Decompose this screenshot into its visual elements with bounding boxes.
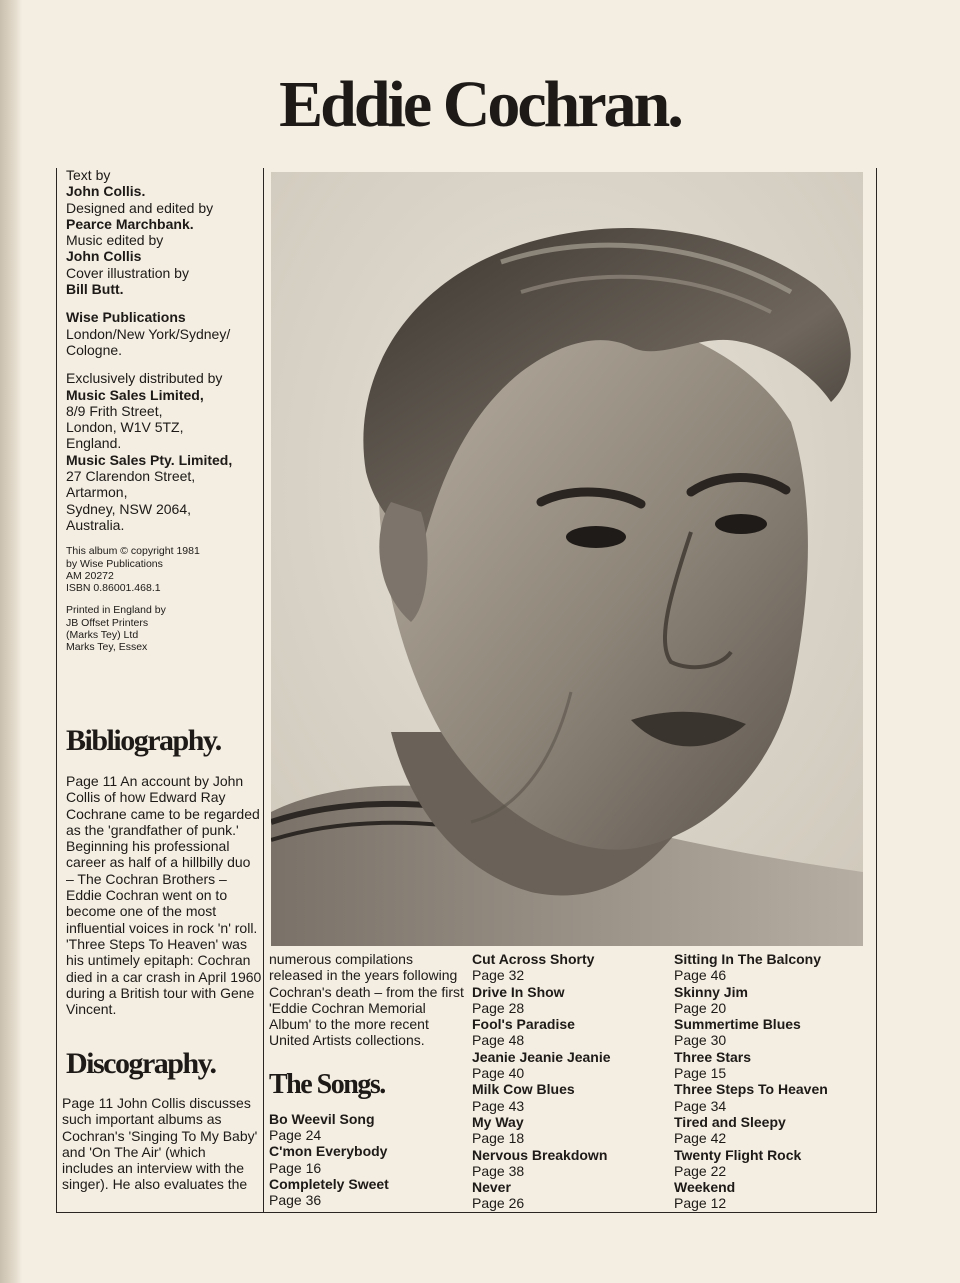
copyright-line: This album © copyright 1981: [66, 545, 200, 558]
song-title: Never: [472, 1179, 511, 1196]
distributor-name: Music Sales Pty. Limited,: [66, 451, 233, 468]
address-line: 27 Clarendon Street,: [66, 468, 196, 485]
song-page: Page 26: [472, 1195, 525, 1212]
credit-label: Cover illustration by: [66, 264, 189, 281]
song-title: Sitting In The Balcony: [674, 951, 822, 967]
portrait-illustration: [271, 172, 863, 946]
discography-heading: Discography.: [66, 1047, 216, 1080]
song-page: Page 30: [674, 1032, 727, 1049]
song-title: Twenty Flight Rock: [674, 1146, 802, 1163]
songs-column-3: [674, 951, 874, 1212]
page-binding-shadow: [0, 0, 22, 1283]
distributor-name: Music Sales Limited,: [66, 386, 204, 403]
frame-rule-left: [56, 168, 57, 1213]
song-title: Bo Weevil Song: [269, 1110, 375, 1127]
songs-heading: The Songs.: [269, 1068, 385, 1100]
frame-rule-middle: [263, 168, 264, 1213]
address-line: England.: [66, 435, 122, 452]
song-page: Page 46: [674, 967, 727, 984]
songs-column-2: [472, 951, 668, 1212]
credit-designer: Pearce Marchbank.: [66, 215, 194, 232]
song-page: Page 16: [269, 1159, 322, 1176]
song-title: Summertime Blues: [674, 1016, 801, 1033]
address-line: Sydney, NSW 2064,: [66, 500, 192, 517]
discography-text: Page 11 John Collis discusses such important albums as Cochran's 'Singing To My Baby' and 'On The Air' (which includes an interview with the singer). He also evaluates the: [62, 1095, 258, 1193]
bibliography-heading: Bibliography.: [66, 724, 221, 757]
frame-rule-bottom: [56, 1212, 877, 1213]
credit-label: Designed and edited by: [66, 199, 214, 216]
song-page: Page 24: [269, 1127, 322, 1144]
song-page: Page 20: [674, 999, 727, 1016]
credit-music-editor: John Collis: [66, 248, 142, 265]
song-page: Page 28: [472, 999, 525, 1016]
credit-label: Music edited by: [66, 232, 164, 249]
discography-text-continued: numerous compilations released in the years following Cochran's death – from the first 'Eddie Cochran Memorial Album' to the more recent United Artists collections.: [269, 951, 464, 1049]
printer-line: Marks Tey, Essex: [66, 641, 148, 654]
song-page: Page 34: [674, 1097, 727, 1114]
bibliography-text: Page 11 An account by John Collis of how Edward Ray Cochrane came to be regarded as the 'grandfather of punk.' Beginning his professional career as half of a hillbilly duo – The Cochran Brothers – Eddie Cochran went on to become one of the most influential voices in rock 'n' roll. 'Three Steps To Heaven' was his untimely epitaph: Cochran died in a car crash in April 1960 during a British tour with Gene Vincent.: [66, 773, 262, 1018]
song-title: Weekend: [674, 1179, 736, 1196]
song-title: Skinny Jim: [674, 983, 748, 1000]
portrait-photo: [271, 172, 863, 946]
song-page: Page 42: [674, 1130, 727, 1147]
printer-line: JB Offset Printers: [66, 616, 149, 629]
song-page: Page 15: [674, 1065, 727, 1082]
credit-label: Text by: [66, 167, 111, 183]
distribution-label: Exclusively distributed by: [66, 370, 223, 387]
address-line: Australia.: [66, 516, 125, 533]
isbn: ISBN 0.86001.468.1: [66, 582, 161, 595]
song-title: Fool's Paradise: [472, 1016, 575, 1033]
song-title: Tired and Sleepy: [674, 1113, 786, 1130]
copyright-line: by Wise Publications: [66, 557, 163, 570]
frame-rule-right: [876, 168, 877, 1213]
song-page: Page 43: [472, 1097, 525, 1114]
song-page: Page 36: [269, 1192, 322, 1209]
publisher-cities: London/New York/Sydney/: [66, 325, 231, 342]
song-title: My Way: [472, 1113, 524, 1130]
song-title: Milk Cow Blues: [472, 1081, 575, 1098]
song-title: Jeanie Jeanie Jeanie: [472, 1048, 611, 1065]
page-title: Eddie Cochran.: [279, 68, 681, 141]
catalogue-number: AM 20272: [66, 569, 114, 582]
songs-column-1: [269, 951, 465, 1209]
printer-line: Printed in England by: [66, 604, 166, 617]
address-line: Artarmon,: [66, 484, 128, 501]
publisher-name: Wise Publications: [66, 309, 186, 326]
song-page: Page 32: [472, 967, 525, 984]
credit-author: John Collis.: [66, 183, 146, 200]
song-page: Page 48: [472, 1032, 525, 1049]
song-title: Three Steps To Heaven: [674, 1081, 828, 1098]
song-page: Page 40: [472, 1065, 525, 1082]
song-title: Three Stars: [674, 1048, 752, 1065]
address-line: London, W1V 5TZ,: [66, 419, 184, 436]
song-title: Completely Sweet: [269, 1175, 389, 1192]
song-page: Page 38: [472, 1162, 525, 1179]
printer-line: (Marks Tey) Ltd: [66, 629, 139, 642]
song-page: Page 18: [472, 1130, 525, 1147]
address-line: 8/9 Frith Street,: [66, 402, 163, 419]
song-title: Cut Across Shorty: [472, 951, 595, 967]
song-title: Nervous Breakdown: [472, 1146, 608, 1163]
credits-block: [66, 167, 256, 654]
credit-illustrator: Bill Butt.: [66, 281, 124, 298]
song-page: Page 12: [674, 1195, 727, 1212]
song-title: Drive In Show: [472, 983, 565, 1000]
song-title: C'mon Everybody: [269, 1143, 388, 1160]
song-page: Page 22: [674, 1162, 727, 1179]
publisher-cities: Cologne.: [66, 341, 123, 358]
